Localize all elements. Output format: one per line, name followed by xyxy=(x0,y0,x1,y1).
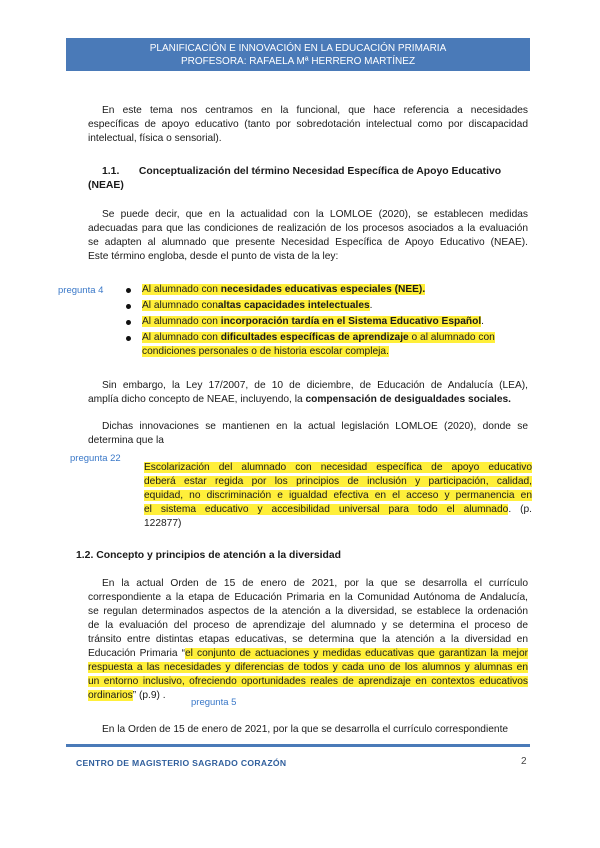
highlighted-text: un entorno inclusivo, ofreciendo oportunidades reales de aprendizaje en contextos educativos xyxy=(88,676,528,687)
section-1-1-heading xyxy=(88,165,528,193)
header-course-title: PLANIFICACIÓN E INNOVACIÓN EN LA EDUCACIÓN PRIMARIA xyxy=(149,43,447,54)
text-run: Educación Primaria “ xyxy=(88,648,186,659)
text-line xyxy=(88,661,528,675)
text-emphasis: compensación de desigualdades sociales. xyxy=(305,394,511,405)
diversity-paragraph xyxy=(88,577,528,703)
list-item xyxy=(120,299,540,313)
bullet-icon xyxy=(126,288,131,293)
page-header xyxy=(66,38,530,71)
item-text: . xyxy=(481,316,484,327)
text-line: correspondiente a la etapa de Educación Primaria en la Comunidad Autónoma de Andalucía, xyxy=(88,592,528,603)
text-line: específicas de apoyo educativo (tanto por sobredotación intelectual como por discapacidad xyxy=(88,119,528,130)
text-line: Sin embargo, la Ley 17/2007, de 10 de diciembre, de Educación de Andalucía (LEA), xyxy=(102,380,528,391)
neae-paragraph xyxy=(88,208,528,264)
bullet-icon xyxy=(126,304,131,309)
bullet-icon xyxy=(126,336,131,341)
list-item xyxy=(120,315,540,329)
margin-note-pregunta-22: pregunta 22 xyxy=(70,453,121,464)
item-text: Al alumnado con xyxy=(142,316,221,327)
highlighted-text: el conjunto de actuaciones y medidas educativas que garantizan la mejor xyxy=(185,648,528,659)
item-emphasis: incorporación tardía en el Sistema Educativo Español xyxy=(220,316,482,327)
footer-institution: CENTRO DE MAGISTERIO SAGRADO CORAZÓN xyxy=(76,758,287,768)
text-line: tránsito entre distintas etapas educativas, se determina que la atención a la diversidad en xyxy=(88,634,528,645)
lea-paragraph xyxy=(88,379,528,407)
item-emphasis: necesidades educativas especiales (NEE). xyxy=(220,284,426,295)
item-emphasis: altas capacidades intelectuales xyxy=(217,300,370,311)
text-line: determina que la xyxy=(88,435,164,446)
item-text: Al alumnado con xyxy=(142,332,221,343)
closing-paragraph xyxy=(88,723,528,737)
item-text: . xyxy=(369,300,373,311)
quote-text: deberá estar regida por los principios de inclusión y participación, calidad, xyxy=(144,476,532,487)
item-text: o al alumnado con xyxy=(408,332,495,343)
item-text: Al alumnado con xyxy=(142,300,218,311)
text-line: Se puede decir, que en la actualidad con la LOMLOE (2020), se establecen medidas xyxy=(102,209,528,220)
text-line: de la evaluación del proceso de aprendizaje del alumnado y se determina el proceso de xyxy=(88,620,528,631)
text-line: intelectual, física o sensorial). xyxy=(88,133,222,144)
item-text: Al alumnado con xyxy=(142,284,221,295)
section-title-cont: (NEAE) xyxy=(88,180,124,191)
text-line xyxy=(88,689,528,703)
item-text: condiciones personales o de historia escolar compleja. xyxy=(142,346,389,357)
quote-line: 122877) xyxy=(144,518,182,529)
quote-line xyxy=(144,475,532,489)
margin-note-pregunta-5: pregunta 5 xyxy=(191,697,237,708)
text-line: adecuadas para que las condiciones de realización de los procesos asociados a la evaluación xyxy=(88,223,528,234)
lomloe-paragraph xyxy=(88,420,528,448)
text-line xyxy=(88,393,528,407)
margin-note-pregunta-4: pregunta 4 xyxy=(58,285,104,296)
list-item xyxy=(120,283,540,297)
text-line: En este tema nos centramos en la funcional, que hace referencia a necesidades xyxy=(102,105,528,116)
text-line: Este término engloba, desde el punto de vista de la ley: xyxy=(88,251,339,262)
header-teacher: PROFESORA: RAFAELA Mª HERRERO MARTÍNEZ xyxy=(180,56,416,67)
item-emphasis: dificultades específicas de aprendizaje xyxy=(220,332,409,343)
intro-paragraph xyxy=(88,104,528,146)
text-line: se regulan determinados aspectos de la atención a la diversidad, se establece la ordenación xyxy=(88,606,528,617)
highlighted-text: ordinarios xyxy=(88,690,133,701)
quote-text: Escolarización del alumnado con necesidad específica de apoyo educativo xyxy=(144,462,532,473)
page-number: 2 xyxy=(521,756,527,767)
quote-line xyxy=(144,503,532,517)
quote-line xyxy=(144,489,532,503)
text-line xyxy=(88,647,528,661)
quote-text: el sistema educativo y accesibilidad universal para todo el alumnado xyxy=(144,504,509,515)
quote-text: equidad, no discriminación e igualdad efectiva en el acceso y permanencia en xyxy=(144,490,532,501)
footer-divider xyxy=(66,744,530,747)
neae-list xyxy=(120,283,540,361)
text-line: En la Orden de 15 de enero de 2021, por la que se desarrolla el currículo correspondiente xyxy=(102,724,509,735)
section-title: Conceptualización del término Necesidad Específica de Apoyo Educativo xyxy=(138,166,502,177)
legal-quote xyxy=(144,461,532,531)
text-line: se adapten al alumnado que presente Necesidad Específica de Apoyo Educativo (NEAE). xyxy=(88,237,528,248)
bullet-icon xyxy=(126,320,131,325)
highlighted-text: respuesta a las necesidades y diferencias de todos y cada uno de los alumnos y alumnas en xyxy=(88,662,528,673)
quote-line xyxy=(144,461,532,475)
section-number: 1.1. xyxy=(102,166,120,177)
text-run: ” (p.9) . xyxy=(132,690,166,701)
list-item xyxy=(120,331,540,359)
quote-text: . (p. xyxy=(508,504,532,515)
text-run: amplía dicho concepto de NEAE, incluyendo, la xyxy=(88,394,306,405)
text-line: Dichas innovaciones se mantienen en la actual legislación LOMLOE (2020), donde se xyxy=(102,421,528,432)
section-1-2-heading: 1.2. Concepto y principios de atención a la diversidad xyxy=(76,550,342,561)
text-line xyxy=(88,675,528,689)
text-line: En la actual Orden de 15 de enero de 2021, por la que se desarrolla el currículo xyxy=(102,578,528,589)
